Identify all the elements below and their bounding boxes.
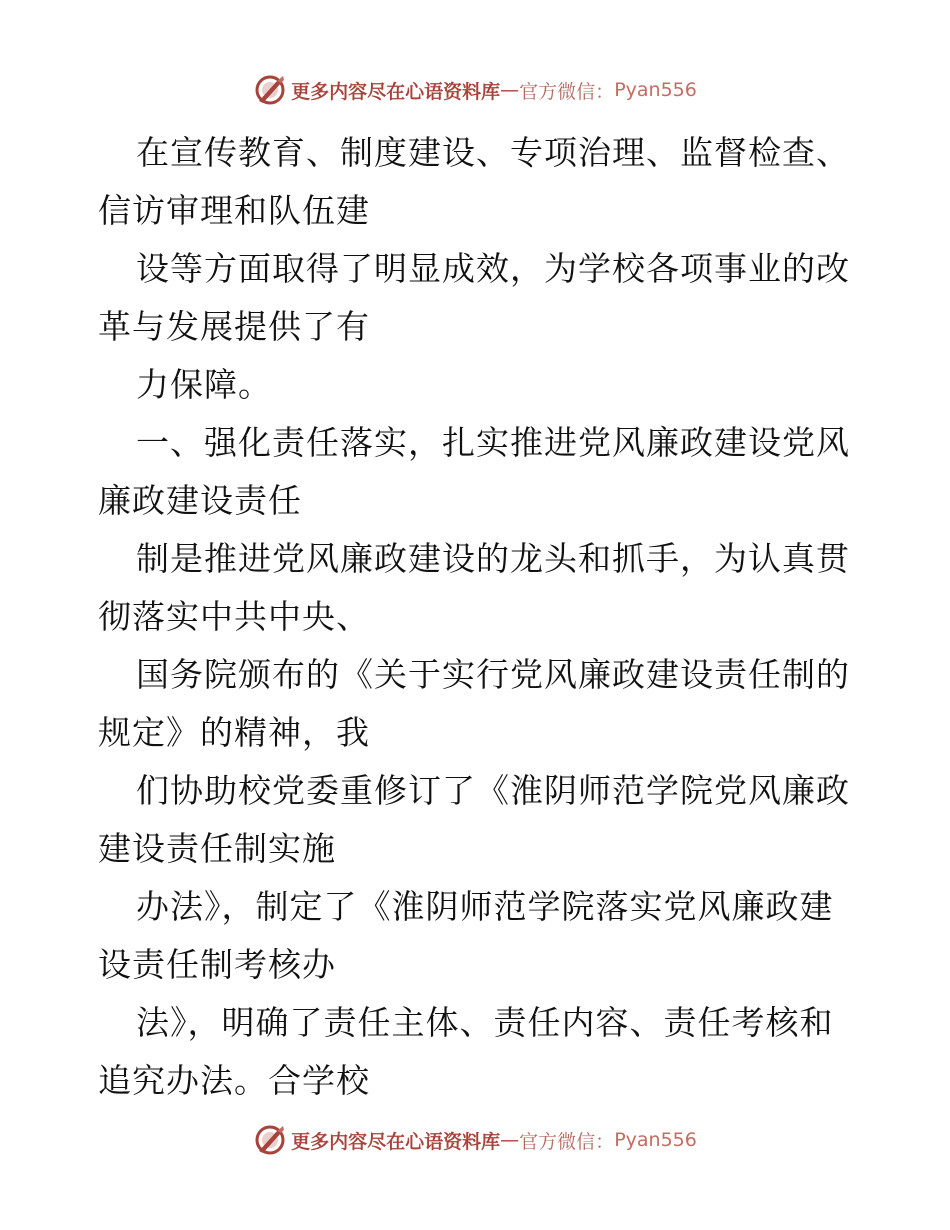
- document-line: 信访审理和队伍建: [98, 191, 370, 230]
- document-line: 廉政建设责任: [98, 481, 302, 520]
- watermark-sub-text: 官方微信：: [519, 1130, 615, 1153]
- document-line: 在宣传教育、制度建设、专项治理、监督检查、: [136, 133, 850, 172]
- document-body: [98, 124, 858, 1110]
- document-line: 建设责任制实施: [98, 829, 336, 868]
- document-line: 力保障。: [136, 365, 272, 404]
- watermark-account: Pyan556: [614, 79, 697, 101]
- document-line: 规定》的精神，我: [98, 713, 370, 752]
- quill-pen-seal-icon: [253, 73, 287, 107]
- document-line: 彻落实中共中央、: [98, 597, 370, 636]
- watermark-main-text: 更多内容尽在心语资料库: [291, 80, 501, 103]
- document-line: 革与发展提供了有: [98, 307, 370, 346]
- footer-watermark: [0, 1120, 950, 1160]
- document-line: 办法》，制定了《淮阴师范学院落实党风廉政建: [136, 887, 834, 926]
- document-line: 法》，明确了责任主体、责任内容、责任考核和: [136, 1003, 834, 1042]
- document-line: 追究办法。合学校: [98, 1061, 370, 1100]
- document-line: 一、强化责任落实，扎实推进党风廉政建设党风: [136, 423, 850, 462]
- document-line: 们协助校党委重修订了《淮阴师范学院党风廉政: [136, 771, 850, 810]
- quill-pen-seal-icon: [253, 1123, 287, 1157]
- document-line: 设等方面取得了明显成效，为学校各项事业的改: [136, 249, 850, 288]
- watermark-dash: —: [500, 1129, 520, 1151]
- document-line: 国务院颁布的《关于实行党风廉政建设责任制的: [136, 655, 850, 694]
- watermark-dash: —: [500, 79, 520, 101]
- watermark-main-text: 更多内容尽在心语资料库: [291, 1130, 501, 1153]
- document-line: 设责任制考核办: [98, 945, 336, 984]
- watermark-account: Pyan556: [614, 1129, 697, 1151]
- document-line: 制是推进党风廉政建设的龙头和抓手，为认真贯: [136, 539, 850, 578]
- header-watermark: [0, 70, 950, 110]
- watermark-sub-text: 官方微信：: [519, 80, 615, 103]
